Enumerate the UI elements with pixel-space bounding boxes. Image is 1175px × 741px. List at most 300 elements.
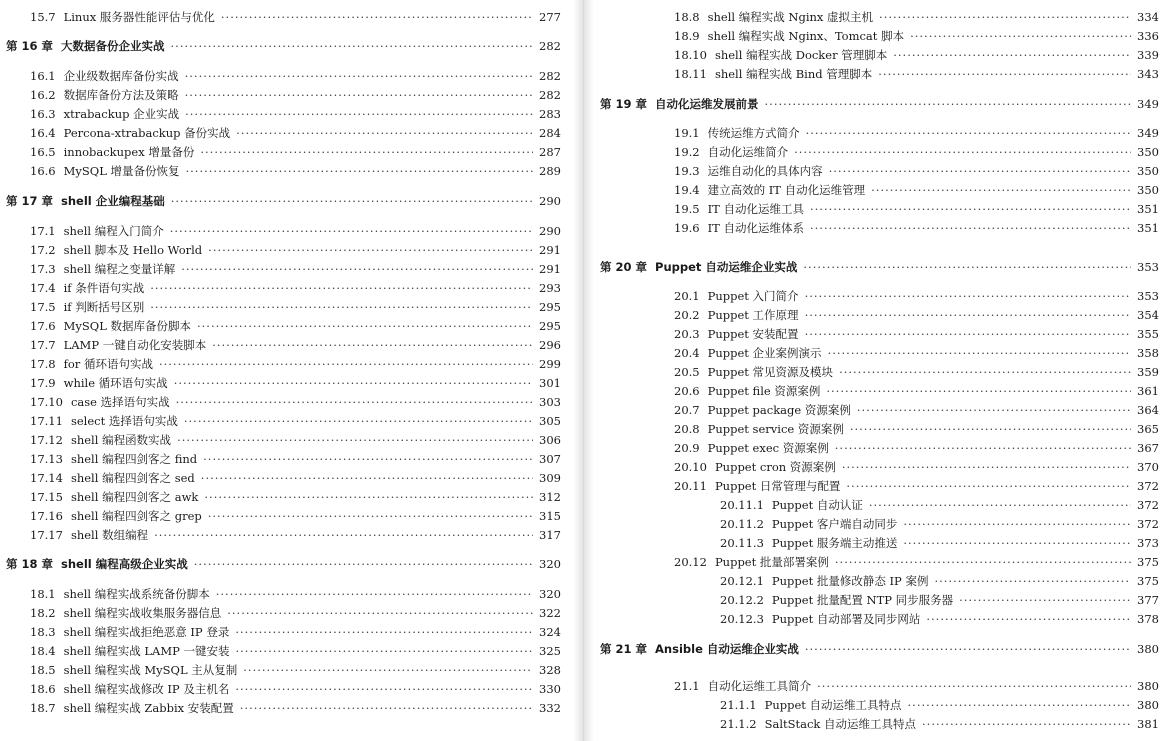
toc-number: 18.6 (30, 682, 56, 696)
toc-section-entry (0, 393, 573, 411)
toc-leader-dots (839, 363, 1131, 381)
toc-section-entry (594, 181, 1175, 199)
toc-page-number: 295 (539, 300, 561, 314)
toc-leader-dots (184, 412, 533, 430)
toc-title: Puppet 批量修改静态 IP 案例 (771, 574, 929, 588)
toc-leader-dots (243, 661, 533, 679)
toc-number: 20.11 (674, 479, 707, 493)
toc-number: 15.7 (30, 10, 56, 24)
toc-right-page (594, 0, 1175, 741)
toc-page-number: 322 (539, 606, 561, 620)
toc-title: shell 编程实战修改 IP 及主机名 (63, 682, 230, 696)
toc-page-number: 328 (539, 663, 561, 677)
toc-page-number: 380 (1137, 698, 1159, 712)
toc-page-number: 289 (539, 164, 561, 178)
toc-leader-dots (794, 143, 1131, 161)
toc-title: Puppet 客户端自动同步 (771, 517, 898, 531)
toc-section-entry (594, 534, 1175, 552)
toc-number: 21.1.2 (720, 717, 757, 731)
toc-section-entry (0, 279, 573, 297)
toc-title: Puppet cron 资源案例 (714, 460, 836, 474)
toc-number: 18.9 (674, 29, 700, 43)
toc-leader-dots (170, 222, 533, 240)
toc-section-entry (0, 661, 573, 679)
toc-leader-dots (208, 507, 533, 525)
toc-section-entry (594, 46, 1175, 64)
toc-title: Puppet 常见资源及模块 (707, 365, 834, 379)
toc-section-entry (0, 8, 573, 26)
toc-title: 自动化运维简介 (707, 145, 789, 159)
toc-leader-dots (236, 124, 533, 142)
toc-page-number: 349 (1137, 126, 1159, 140)
toc-section-entry (594, 715, 1175, 733)
toc-number: 20.7 (674, 403, 700, 417)
toc-page-number: 283 (539, 107, 561, 121)
toc-title: Puppet 安装配置 (707, 327, 799, 341)
toc-section-entry (0, 317, 573, 335)
toc-page-number: 372 (1137, 498, 1159, 512)
toc-number: 16.3 (30, 107, 56, 121)
toc-number: 18.2 (30, 606, 56, 620)
toc-page-number: 301 (539, 376, 561, 390)
toc-section-entry (0, 469, 573, 487)
toc-section-entry (594, 610, 1175, 628)
toc-page-number: 375 (1137, 574, 1159, 588)
toc-page-number: 305 (539, 414, 561, 428)
toc-title: SaltStack 自动运维工具特点 (764, 717, 917, 731)
toc-number: 21.1 (674, 679, 700, 693)
toc-page-number: 351 (1137, 202, 1159, 216)
toc-leader-dots (212, 336, 533, 354)
toc-number: 19.1 (674, 126, 700, 140)
toc-section-entry (0, 450, 573, 468)
toc-section-entry (0, 86, 573, 104)
toc-page-number: 287 (539, 145, 561, 159)
toc-title: 自动化运维工具简介 (707, 679, 812, 693)
toc-page-number: 282 (539, 39, 561, 53)
toc-title: if 判断括号区别 (63, 300, 145, 314)
toc-section-entry (0, 374, 573, 392)
toc-section-entry (0, 124, 573, 142)
toc-section-entry (0, 585, 573, 603)
toc-section-entry (594, 143, 1175, 161)
toc-page-number: 377 (1137, 593, 1159, 607)
toc-page-number: 332 (539, 701, 561, 715)
toc-title: Ansible 自动运维企业实战 (655, 642, 799, 656)
toc-leader-dots (765, 95, 1132, 113)
toc-leader-dots (200, 143, 533, 161)
toc-page-number: 373 (1137, 536, 1159, 550)
toc-page-number: 295 (539, 319, 561, 333)
toc-section-entry (0, 355, 573, 373)
toc-title: Puppet 自动部署及同步网站 (771, 612, 921, 626)
toc-section-entry (594, 572, 1175, 590)
toc-page-number: 358 (1137, 346, 1159, 360)
toc-page-number: 355 (1137, 327, 1159, 341)
toc-title: Puppet 批量配置 NTP 同步服务器 (771, 593, 954, 607)
toc-number: 第 16 章 (6, 39, 54, 53)
toc-leader-dots (835, 439, 1131, 457)
toc-leader-dots (171, 37, 534, 55)
toc-leader-dots (878, 65, 1131, 83)
toc-page-number: 353 (1137, 260, 1159, 274)
toc-section-entry (594, 677, 1175, 695)
toc-section-entry (0, 623, 573, 641)
toc-number: 19.3 (674, 164, 700, 178)
toc-section-entry (594, 162, 1175, 180)
toc-page-number: 282 (539, 69, 561, 83)
toc-title: Puppet 自动运维企业实战 (655, 260, 798, 274)
toc-leader-dots (903, 534, 1131, 552)
toc-page-number: 350 (1137, 145, 1159, 159)
toc-number: 21.1.1 (720, 698, 757, 712)
toc-number: 20.8 (674, 422, 700, 436)
toc-title: shell 脚本及 Hello World (63, 243, 203, 257)
toc-leader-dots (805, 287, 1131, 305)
toc-page-number: 364 (1137, 403, 1159, 417)
toc-section-entry (594, 124, 1175, 142)
toc-number: 第 21 章 (600, 642, 648, 656)
toc-number: 20.4 (674, 346, 700, 360)
toc-section-entry (594, 439, 1175, 457)
toc-page-number: 365 (1137, 422, 1159, 436)
toc-leader-dots (174, 374, 533, 392)
toc-title: shell 编程实战 Nginx 虚拟主机 (707, 10, 874, 24)
toc-section-entry (594, 219, 1175, 237)
toc-section-entry (0, 412, 573, 430)
toc-section-entry (594, 363, 1175, 381)
toc-title: 运维自动化的具体内容 (707, 164, 823, 178)
toc-page-number: 324 (539, 625, 561, 639)
toc-page-number: 291 (539, 262, 561, 276)
toc-page-number: 307 (539, 452, 561, 466)
toc-section-entry (0, 699, 573, 717)
toc-section-entry (594, 553, 1175, 571)
toc-title: Puppet 批量部署案例 (714, 555, 829, 569)
toc-page-number: 372 (1137, 517, 1159, 531)
toc-title: for 循环语句实战 (63, 357, 153, 371)
toc-number: 17.9 (30, 376, 56, 390)
toc-page-number: 306 (539, 433, 561, 447)
toc-section-entry (0, 642, 573, 660)
toc-section-entry (594, 458, 1175, 476)
toc-section-entry (594, 382, 1175, 400)
toc-leader-dots (208, 241, 533, 259)
toc-number: 17.13 (30, 452, 63, 466)
toc-number: 20.5 (674, 365, 700, 379)
toc-number: 20.2 (674, 308, 700, 322)
toc-section-entry (0, 260, 573, 278)
toc-chapter-entry (0, 37, 573, 55)
toc-page-number: 293 (539, 281, 561, 295)
toc-number: 17.8 (30, 357, 56, 371)
toc-title: Puppet 企业案例演示 (707, 346, 822, 360)
toc-leader-dots (926, 610, 1131, 628)
toc-title: MySQL 增量备份恢复 (63, 164, 180, 178)
toc-title: innobackupex 增量备份 (63, 145, 195, 159)
toc-page-number: 353 (1137, 289, 1159, 303)
toc-leader-dots (150, 298, 533, 316)
toc-page-number: 290 (539, 224, 561, 238)
toc-section-entry (594, 8, 1175, 26)
toc-leader-dots (159, 355, 533, 373)
toc-page-number: 351 (1137, 221, 1159, 235)
toc-section-entry (594, 477, 1175, 495)
toc-number: 18.3 (30, 625, 56, 639)
toc-leader-dots (235, 623, 533, 641)
toc-title: shell 编程高级企业实战 (61, 557, 188, 571)
toc-number: 18.11 (674, 67, 707, 81)
toc-number: 17.10 (30, 395, 63, 409)
toc-title: case 选择语句实战 (70, 395, 170, 409)
toc-title: shell 企业编程基础 (61, 194, 165, 208)
toc-leader-dots (201, 469, 533, 487)
toc-page-number: 282 (539, 88, 561, 102)
toc-number: 17.6 (30, 319, 56, 333)
toc-page-number: 320 (539, 557, 561, 571)
toc-page-number: 330 (539, 682, 561, 696)
toc-number: 19.5 (674, 202, 700, 216)
toc-section-entry (594, 591, 1175, 609)
toc-page-number: 372 (1137, 479, 1159, 493)
toc-section-entry (594, 420, 1175, 438)
toc-leader-dots (194, 555, 533, 573)
toc-section-entry (594, 200, 1175, 218)
toc-leader-dots (185, 86, 533, 104)
toc-section-entry (0, 604, 573, 622)
toc-section-entry (0, 431, 573, 449)
toc-leader-dots (203, 450, 533, 468)
toc-number: 19.2 (674, 145, 700, 159)
toc-number: 17.5 (30, 300, 56, 314)
toc-title: Puppet package 资源案例 (707, 403, 851, 417)
toc-title: Puppet 入门简介 (707, 289, 799, 303)
toc-title: shell 编程之变量详解 (63, 262, 176, 276)
toc-title: shell 编程实战系统备份脚本 (63, 587, 210, 601)
toc-number: 20.1 (674, 289, 700, 303)
toc-leader-dots (817, 677, 1131, 695)
toc-number: 16.1 (30, 69, 56, 83)
toc-section-entry (0, 143, 573, 161)
toc-title: shell 编程入门简介 (63, 224, 164, 238)
toc-leader-dots (959, 591, 1131, 609)
toc-number: 17.15 (30, 490, 63, 504)
toc-title: IT 自动化运维体系 (707, 221, 804, 235)
toc-section-entry (0, 67, 573, 85)
toc-number: 19.6 (674, 221, 700, 235)
toc-section-entry (0, 162, 573, 180)
toc-leader-dots (177, 431, 533, 449)
toc-number: 20.11.1 (720, 498, 764, 512)
toc-number: 第 17 章 (6, 194, 54, 208)
toc-chapter-entry (594, 258, 1175, 276)
toc-title: shell 编程实战 Bind 管理脚本 (714, 67, 873, 81)
toc-title: 数据库备份方法及策略 (63, 88, 179, 102)
toc-number: 20.3 (674, 327, 700, 341)
toc-title: Puppet 日常管理与配置 (714, 479, 841, 493)
toc-number: 20.9 (674, 441, 700, 455)
toc-title: xtrabackup 企业实战 (63, 107, 180, 121)
toc-page-number: 284 (539, 126, 561, 140)
toc-page-number: 381 (1137, 717, 1159, 731)
toc-leader-dots (910, 27, 1131, 45)
toc-section-entry (0, 488, 573, 506)
toc-title: Puppet 工作原理 (707, 308, 799, 322)
toc-page-number: 354 (1137, 308, 1159, 322)
toc-title: shell 编程实战 Docker 管理脚本 (714, 48, 888, 62)
toc-chapter-entry (0, 192, 573, 210)
toc-number: 18.5 (30, 663, 56, 677)
toc-leader-dots (879, 8, 1131, 26)
toc-title: Puppet 自动运维工具特点 (764, 698, 902, 712)
toc-number: 19.4 (674, 183, 700, 197)
toc-leader-dots (197, 317, 533, 335)
toc-leader-dots (803, 258, 1131, 276)
toc-page-number: 380 (1137, 679, 1159, 693)
toc-title: Percona-xtrabackup 备份实战 (63, 126, 231, 140)
toc-leader-dots (805, 640, 1131, 658)
toc-section-entry (594, 696, 1175, 714)
toc-leader-dots (903, 515, 1131, 533)
toc-section-entry (594, 306, 1175, 324)
toc-leader-dots (240, 699, 533, 717)
toc-page-number: 320 (539, 587, 561, 601)
toc-number: 17.2 (30, 243, 56, 257)
toc-title: shell 编程四剑客之 awk (70, 490, 199, 504)
toc-section-entry (0, 241, 573, 259)
toc-page-number: 350 (1137, 183, 1159, 197)
toc-number: 20.12.3 (720, 612, 764, 626)
toc-title: shell 编程实战 Nginx、Tomcat 脚本 (707, 29, 905, 43)
toc-title: shell 数组编程 (70, 528, 149, 542)
toc-title: 建立高效的 IT 自动化运维管理 (707, 183, 866, 197)
toc-leader-dots (150, 279, 533, 297)
toc-leader-dots (204, 488, 533, 506)
toc-leader-dots (154, 526, 533, 544)
toc-section-entry (0, 507, 573, 525)
toc-page-number: 334 (1137, 10, 1159, 24)
toc-left-page (0, 0, 573, 741)
toc-section-entry (594, 344, 1175, 362)
toc-page-number: 361 (1137, 384, 1159, 398)
toc-leader-dots (185, 105, 533, 123)
toc-leader-dots (221, 8, 533, 26)
toc-title: shell 编程四剑客之 grep (70, 509, 202, 523)
toc-page-number: 309 (539, 471, 561, 485)
toc-section-entry (594, 325, 1175, 343)
toc-page-number: 339 (1137, 48, 1159, 62)
toc-number: 20.10 (674, 460, 707, 474)
toc-title: Puppet file 资源案例 (707, 384, 821, 398)
toc-title: Puppet service 资源案例 (707, 422, 844, 436)
toc-section-entry (594, 496, 1175, 514)
toc-number: 16.6 (30, 164, 56, 178)
toc-title: shell 编程实战 MySQL 主从复制 (63, 663, 238, 677)
toc-number: 18.8 (674, 10, 700, 24)
toc-section-entry (0, 526, 573, 544)
toc-leader-dots (842, 458, 1131, 476)
toc-number: 20.12 (674, 555, 707, 569)
toc-page-number: 277 (539, 10, 561, 24)
toc-section-entry (0, 680, 573, 698)
toc-title: if 条件语句实战 (63, 281, 145, 295)
toc-title: shell 编程函数实战 (70, 433, 172, 447)
toc-title: shell 编程实战 LAMP 一键安装 (63, 644, 230, 658)
toc-leader-dots (176, 393, 533, 411)
toc-number: 17.4 (30, 281, 56, 295)
toc-leader-dots (857, 401, 1131, 419)
toc-number: 17.7 (30, 338, 56, 352)
toc-number: 20.11.3 (720, 536, 764, 550)
toc-leader-dots (829, 162, 1131, 180)
toc-title: shell 编程四剑客之 sed (70, 471, 195, 485)
toc-number: 17.17 (30, 528, 63, 542)
toc-leader-dots (805, 325, 1131, 343)
toc-leader-dots (236, 642, 534, 660)
toc-leader-dots (846, 477, 1131, 495)
toc-page-number: 359 (1137, 365, 1159, 379)
toc-title: 自动化运维发展前景 (655, 97, 759, 111)
book-gutter (573, 0, 594, 741)
toc-number: 17.14 (30, 471, 63, 485)
toc-number: 17.12 (30, 433, 63, 447)
toc-number: 18.10 (674, 48, 707, 62)
toc-title: Puppet 自动认证 (771, 498, 863, 512)
toc-leader-dots (185, 67, 533, 85)
toc-page-number: 312 (539, 490, 561, 504)
toc-leader-dots (835, 553, 1131, 571)
toc-number: 第 19 章 (600, 97, 648, 111)
toc-chapter-entry (594, 640, 1175, 658)
toc-title: 企业级数据库备份实战 (63, 69, 179, 83)
toc-title: 大数据备份企业实战 (61, 39, 165, 53)
toc-leader-dots (810, 219, 1131, 237)
toc-number: 18.7 (30, 701, 56, 715)
toc-section-entry (0, 336, 573, 354)
toc-leader-dots (181, 260, 533, 278)
toc-leader-dots (806, 124, 1131, 142)
toc-section-entry (0, 222, 573, 240)
toc-page-number: 367 (1137, 441, 1159, 455)
toc-section-entry (594, 401, 1175, 419)
toc-page-number: 291 (539, 243, 561, 257)
toc-title: select 选择语句实战 (70, 414, 178, 428)
toc-page-number: 380 (1137, 642, 1159, 656)
toc-section-entry (0, 298, 573, 316)
toc-page-number: 375 (1137, 555, 1159, 569)
toc-chapter-entry (594, 95, 1175, 113)
toc-number: 17.16 (30, 509, 63, 523)
toc-number: 16.2 (30, 88, 56, 102)
toc-number: 16.4 (30, 126, 56, 140)
toc-title: 传统运维方式简介 (707, 126, 800, 140)
toc-page-number: 315 (539, 509, 561, 523)
toc-section-entry (594, 515, 1175, 533)
toc-page-number: 317 (539, 528, 561, 542)
toc-leader-dots (871, 181, 1131, 199)
toc-number: 20.11.2 (720, 517, 764, 531)
toc-page-number: 303 (539, 395, 561, 409)
toc-page-number: 378 (1137, 612, 1159, 626)
toc-title: MySQL 数据库备份脚本 (63, 319, 191, 333)
toc-title: IT 自动化运维工具 (707, 202, 804, 216)
toc-section-entry (594, 27, 1175, 45)
toc-page-number: 290 (539, 194, 561, 208)
toc-leader-dots (185, 162, 533, 180)
toc-page-number: 296 (539, 338, 561, 352)
toc-leader-dots (805, 306, 1131, 324)
toc-number: 20.12.1 (720, 574, 764, 588)
